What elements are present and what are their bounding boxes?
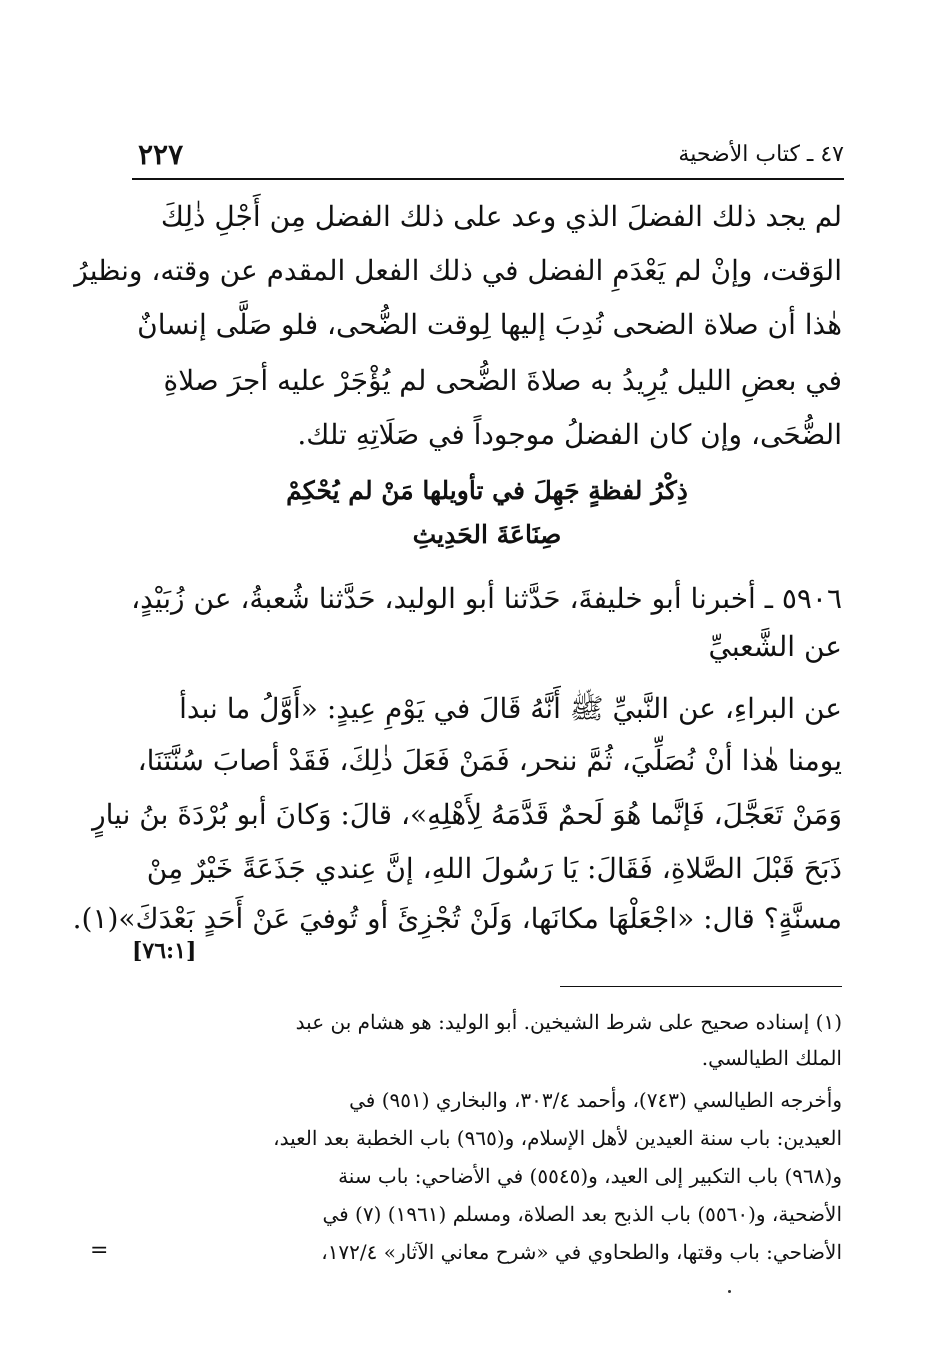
section-heading-line-2: صِنَاعَةَ الحَدِيثِ (412, 520, 562, 549)
hadith-isnad-line: عن الشَّعبيِّ (708, 630, 842, 663)
body-line: الضُّحَى، وإن كان الفضلُ موجوداً في صَلَاتِهِ تلك. (297, 418, 842, 451)
footnote-divider (560, 986, 842, 987)
hadith-reference: [٧٦:١] (132, 938, 197, 964)
body-line: لم يجد ذلك الفضلَ الذي وعد على ذلك الفضل مِن أَجْلِ ذٰلِكَ (160, 200, 842, 233)
footnote-line: (١) إسناده صحيح على شرط الشيخين. أبو الوليد: هو هشام بن عبد (295, 1010, 842, 1034)
hadith-matn-line: مسنَّةٍ؟ قال: «اجْعَلْهَا مكانَها، وَلَنْ تُجْزِئَ أو تُوفيَ عَنْ أَحَدٍ بَعْدَكَ»(١). (72, 902, 842, 935)
page-header (132, 138, 844, 180)
section-heading-line-1: ذِكْرُ لفظةٍ جَهِلَ في تأويلها مَنْ لم يُحْكِمْ (286, 476, 688, 505)
header-divider (132, 178, 844, 180)
footnote-line: الملك الطيالسي. (701, 1046, 842, 1070)
hadith-matn-line: يومنا هٰذا أنْ نُصَلِّيَ، ثُمَّ ننحر، فَمَنْ فَعَلَ ذٰلِكَ، فَقَدْ أصابَ سُنَّتَنَا، (137, 744, 842, 777)
footnote-line: و(٩٦٨) باب التكبير إلى العيد، و(٥٥٤٥) في الأضاحي: باب سنة (338, 1164, 842, 1188)
footnote-line: الأضاحي: باب وقتها، والطحاوي في «شرح معاني الآثار» ١٧٢/٤، (321, 1240, 842, 1264)
body-line: الوَقت، وإنْ لم يَعْدَمِ الفضل في ذلك الفعل المقدم عن وقته، ونظيرُ (74, 254, 842, 287)
footnote-line: الأضحية، و(٥٥٦٠) باب الذبح بعد الصلاة، ومسلم (١٩٦١) (٧) في (322, 1202, 842, 1226)
stray-dot (728, 1290, 731, 1293)
continuation-mark: = (90, 1238, 109, 1263)
chapter-title: ٤٧ ـ كتاب الأضحية (678, 142, 844, 167)
hadith-matn-line: وَمَنْ تَعَجَّلَ، فَإنَّما هُوَ لَحمٌ قَدَّمَهُ لِأَهْلِهِ»، قالَ: وَكانَ أبو بُرْدَةَ بنُ نيارٍ (92, 798, 842, 831)
hadith-isnad-line: ٥٩٠٦ ـ أخبرنا أبو خليفةَ، حَدَّثنا أبو الوليد، حَدَّثنا شُعبةُ، عن زُبَيْدٍ، (131, 582, 842, 615)
footnote-line: العيدين: باب سنة العيدين لأهل الإسلام، و(٩٦٥) باب الخطبة بعد العيد، (273, 1126, 842, 1150)
body-line: في بعضِ الليل يُرِيدُ به صلاةَ الضُّحى لم يُؤْجَرْ عليه أجرَ صلاةِ (163, 364, 842, 397)
hadith-matn-line: ذَبَحَ قَبْلَ الصَّلاةِ، فَقَالَ: يَا رَسُولَ اللهِ، إنَّ عِندي جَذَعَةً خَيْرٌ مِنْ (146, 852, 842, 885)
footnote-line: وأخرجه الطيالسي (٧٤٣)، وأحمد ٣٠٣/٤، والبخاري (٩٥١) في (349, 1088, 842, 1112)
body-line: هٰذا أن صلاة الضحى نُدِبَ إليها لِوقت الضُّحى، فلو صَلَّى إنسانٌ (137, 308, 842, 341)
hadith-matn-line: عن البراءِ، عن النَّبيِّ ﷺ أَنَّهُ قَالَ في يَوْمِ عِيدٍ: «أَوَّلُ ما نبدأ (179, 692, 842, 725)
page-number: ٢٢٧ (138, 138, 184, 171)
